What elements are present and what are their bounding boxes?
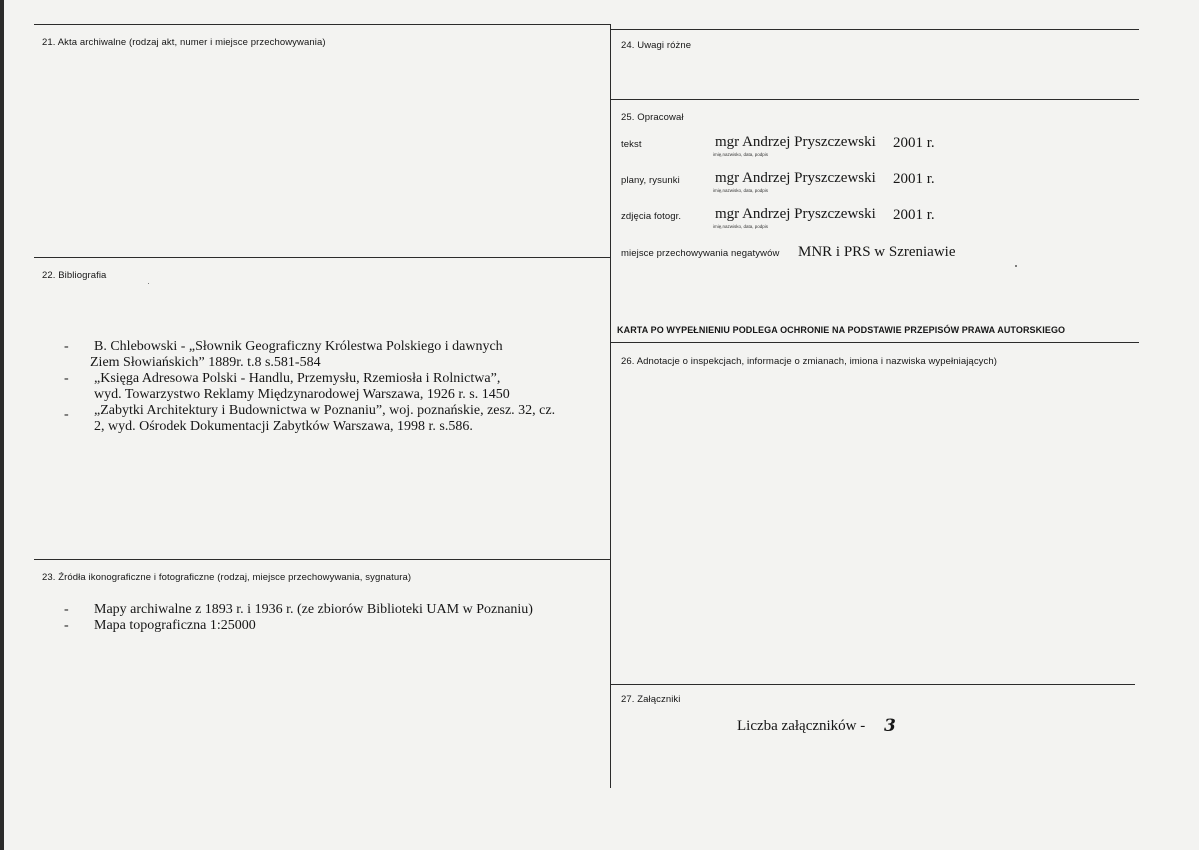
section-27-title: 27. Załączniki <box>621 694 681 705</box>
bibliography-line: „Księga Adresowa Polski - Handlu, Przemysłu, Rzemiosła i Rolnictwa”, <box>94 371 501 386</box>
dash-bullet: - <box>64 371 69 386</box>
scan-speck <box>148 283 149 284</box>
top-border-left <box>34 24 610 25</box>
center-divider <box>610 24 611 788</box>
list-item <box>64 371 604 403</box>
text-author-year: 2001 r. <box>893 135 935 151</box>
divider-26-27 <box>610 684 1135 685</box>
top-border-right <box>610 29 1139 30</box>
plans-author-year: 2001 r. <box>893 171 935 187</box>
list-item <box>64 339 604 371</box>
text-author-name: mgr Andrzej Pryszczewski <box>715 134 876 150</box>
list-item <box>64 403 604 435</box>
bibliography-line: B. Chlebowski - „Słownik Geograficzny Królestwa Polskiego i dawnych <box>94 339 503 354</box>
iconographic-sources-list <box>64 602 604 634</box>
plans-author-name: mgr Andrzej Pryszczewski <box>715 170 876 186</box>
plans-author-label: plany, rysunki <box>621 175 680 186</box>
bibliography-list <box>64 339 604 435</box>
dash-bullet: - <box>64 618 69 633</box>
attachments-count-label: Liczba załączników - <box>737 718 866 734</box>
photos-author-name: mgr Andrzej Pryszczewski <box>715 206 876 222</box>
dash-bullet: - <box>64 602 69 617</box>
divider-25-26 <box>610 342 1139 343</box>
bibliography-line: 2, wyd. Ośrodek Dokumentacji Zabytków Warszawa, 1998 r. s.586. <box>94 419 473 434</box>
photos-author-label: zdjęcia fotogr. <box>621 211 682 222</box>
photos-author-caption: imię,nazwisko, data, podpis <box>713 224 769 229</box>
plans-author-caption: imię,nazwisko, data, podpis <box>713 188 769 193</box>
divider-21-22 <box>34 257 610 258</box>
section-25-title: 25. Opracował <box>621 112 684 123</box>
bibliography-line: Ziem Słowiańskich” 1889r. t.8 s.581-584 <box>90 355 321 370</box>
section-22-title: 22. Bibliografia <box>42 270 107 281</box>
negatives-storage-value: MNR i PRS w Szreniawie <box>798 244 956 260</box>
source-item: Mapy archiwalne z 1893 r. i 1936 r. (ze zbiorów Biblioteki UAM w Poznaniu) <box>94 602 533 617</box>
dash-bullet: - <box>64 339 69 354</box>
section-24-title: 24. Uwagi różne <box>621 40 692 51</box>
list-item <box>64 618 604 634</box>
section-26-title: 26. Adnotacje o inspekcjach, informacje o zmianach, imiona i nazwiska wypełniających) <box>621 356 998 367</box>
dash-bullet: - <box>64 407 69 422</box>
bibliography-line: „Zabytki Architektury i Budownictwa w Poznaniu”, woj. poznańskie, zesz. 32, cz. <box>94 403 556 418</box>
scan-speck <box>1015 265 1017 267</box>
list-item <box>64 602 604 618</box>
text-author-label: tekst <box>621 139 642 150</box>
text-author-caption: imię,nazwisko, data, podpis <box>713 152 769 157</box>
divider-24-25 <box>610 99 1139 100</box>
attachments-count-value: 3 <box>884 716 896 736</box>
divider-22-23 <box>34 559 610 560</box>
photos-author-year: 2001 r. <box>893 207 935 223</box>
scan-edge <box>0 0 4 850</box>
copyright-notice: KARTA PO WYPEŁNIENIU PODLEGA OCHRONIE NA PODSTAWIE PRZEPISÓW PRAWA AUTORSKIEGO <box>617 325 1066 335</box>
negatives-storage-label: miejsce przechowywania negatywów <box>621 248 780 259</box>
section-23-title: 23. Źródła ikonograficzne i fotograficzne (rodzaj, miejsce przechowywania, sygnatura) <box>42 572 412 583</box>
section-21-title: 21. Akta archiwalne (rodzaj akt, numer i miejsce przechowywania) <box>42 37 326 48</box>
source-item: Mapa topograficzna 1:25000 <box>94 618 256 633</box>
bibliography-line: wyd. Towarzystwo Reklamy Międzynarodowej Warszawa, 1926 r. s. 1450 <box>94 387 510 402</box>
